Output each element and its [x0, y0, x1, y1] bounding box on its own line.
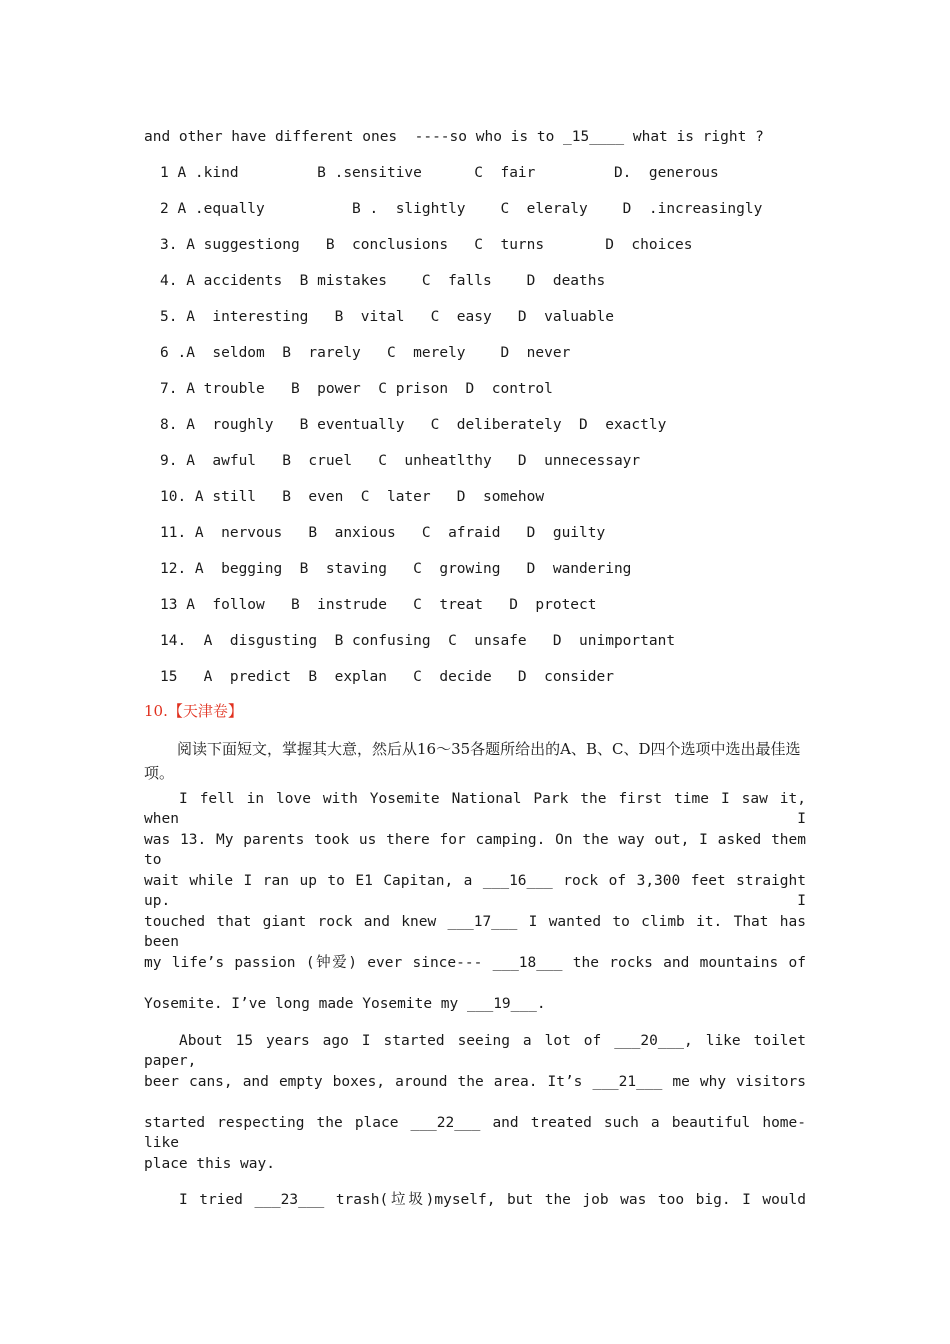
- option-line-6: 6 .A seldom B rarely C merely D never: [160, 345, 571, 361]
- option-line-7: 7. A trouble B power C prison D control: [160, 381, 553, 397]
- passage-line: started respecting the place ___22___ and treated such a beautiful home-like: [144, 1115, 806, 1151]
- passage-line: wait while I ran up to E1 Capitan, a ___16___ rock of 3,300 feet straight up. I: [144, 873, 806, 909]
- passage-line: I tried ___23___ trash(垃圾)myself, but the job was too big. I would: [179, 1192, 806, 1208]
- option-line-11: 11. A nervous B anxious C afraid D guilty: [160, 525, 606, 541]
- option-line-5: 5. A interesting B vital C easy D valuable: [160, 309, 614, 325]
- instruction-text: 阅读下面短文，掌握其大意，然后从16～35各题所给出的A、B、C、D四个选项中选出最佳选项。: [144, 740, 801, 782]
- passage-line: touched that giant rock and knew ___17___ I wanted to climb it. That has been: [144, 914, 806, 950]
- intro-line: and other have different ones ----so who is to _15____ what is right ?: [144, 129, 764, 145]
- passage-line: I fell in love with Yosemite National Park the first time I saw it, when I: [144, 791, 806, 827]
- passage-line: was 13. My parents took us there for camping. On the way out, I asked them to: [144, 832, 806, 868]
- option-line-12: 12. A begging B staving C growing D wandering: [160, 561, 632, 577]
- option-line-3: 3. A suggestiong B conclusions C turns D choices: [160, 237, 693, 253]
- passage-line: About 15 years ago I started seeing a lot of ___20___, like toilet paper,: [144, 1033, 806, 1069]
- option-line-13: 13 A follow B instrude C treat D protect: [160, 597, 597, 613]
- passage-line: Yosemite. I’ve long made Yosemite my ___19___.: [144, 996, 546, 1012]
- option-line-15: 15 A predict B explan C decide D consider: [160, 669, 614, 685]
- section-heading: 10.【天津卷】: [144, 702, 243, 720]
- option-line-2: 2 A .equally B . slightly C eleraly D .increasingly: [160, 201, 763, 217]
- option-line-14: 14. A disgusting B confusing C unsafe D unimportant: [160, 633, 676, 649]
- option-line-10: 10. A still B even C later D somehow: [160, 489, 545, 505]
- option-line-1: 1 A .kind B .sensitive C fair D. generous: [160, 165, 719, 181]
- passage-line: my life’s passion (钟爱) ever since--- ___18___ the rocks and mountains of: [144, 955, 806, 971]
- passage-line: beer cans, and empty boxes, around the area. It’s ___21___ me why visitors: [144, 1074, 806, 1090]
- option-line-8: 8. A roughly B eventually C deliberately D exactly: [160, 417, 667, 433]
- option-line-9: 9. A awful B cruel C unheatlthy D unnecessayr: [160, 453, 641, 469]
- option-line-4: 4. A accidents B mistakes C falls D deaths: [160, 273, 606, 289]
- passage-line: place this way.: [144, 1156, 275, 1172]
